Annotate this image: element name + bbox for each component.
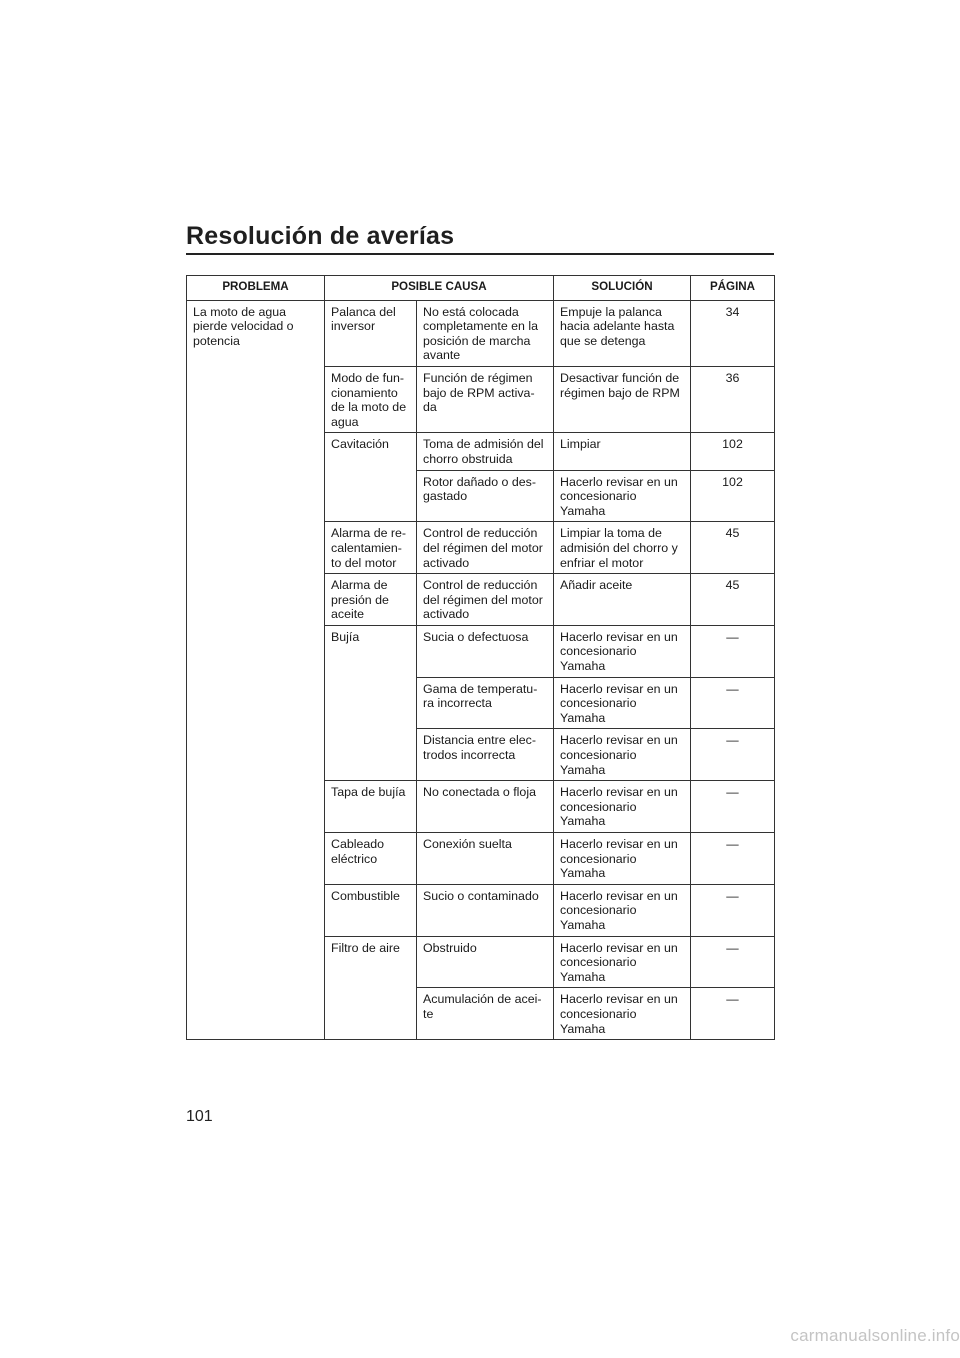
cause-category: Bujía bbox=[325, 625, 417, 780]
solution-cell: Hacerlo revisar en un concesionario Yamaha bbox=[554, 936, 691, 988]
solution-cell: Limpiar bbox=[554, 433, 691, 470]
troubleshooting-table bbox=[186, 275, 775, 1040]
solution-cell: Hacerlo revisar en un concesionario Yamaha bbox=[554, 884, 691, 936]
title-rule bbox=[186, 253, 774, 255]
cause-detail: Sucia o defectuosa bbox=[417, 625, 554, 677]
watermark: carmanualsonline.info bbox=[790, 1326, 960, 1345]
cause-detail: Acumulación de acei- te bbox=[417, 988, 554, 1040]
solution-cell: Hacerlo revisar en un concesionario Yamaha bbox=[554, 470, 691, 522]
solution-cell: Añadir aceite bbox=[554, 574, 691, 626]
table-row bbox=[187, 300, 775, 366]
cause-category: Alarma de re- calentamien- to del motor bbox=[325, 522, 417, 574]
header-page: PÁGINA bbox=[691, 276, 775, 301]
cause-detail: Control de reducción del régimen del motor activado bbox=[417, 574, 554, 626]
page-number: 101 bbox=[186, 1108, 213, 1125]
page-ref: — bbox=[691, 988, 775, 1040]
cause-detail: Rotor dañado o des- gastado bbox=[417, 470, 554, 522]
header-solution: SOLUCIÓN bbox=[554, 276, 691, 301]
cause-detail: Gama de temperatu- ra incorrecta bbox=[417, 677, 554, 729]
cause-category: Filtro de aire bbox=[325, 936, 417, 1040]
page-ref: — bbox=[691, 781, 775, 833]
page-ref: — bbox=[691, 729, 775, 781]
header-cause: POSIBLE CAUSA bbox=[325, 276, 554, 301]
problem-cell: La moto de agua pierde velocidad o potencia bbox=[187, 300, 325, 1040]
solution-cell: Hacerlo revisar en un concesionario Yamaha bbox=[554, 781, 691, 833]
page-ref: 102 bbox=[691, 433, 775, 470]
cause-detail: Toma de admisión del chorro obstruida bbox=[417, 433, 554, 470]
cause-category: Modo de fun- cionamiento de la moto de agua bbox=[325, 366, 417, 432]
cause-detail: Distancia entre elec- trodos incorrecta bbox=[417, 729, 554, 781]
cause-detail: No conectada o floja bbox=[417, 781, 554, 833]
page-ref: 102 bbox=[691, 470, 775, 522]
page-ref: — bbox=[691, 833, 775, 885]
cause-category: Cableado eléctrico bbox=[325, 833, 417, 885]
page-ref: 45 bbox=[691, 522, 775, 574]
solution-cell: Hacerlo revisar en un concesionario Yamaha bbox=[554, 677, 691, 729]
solution-cell: Desactivar función de régimen bajo de RPM bbox=[554, 366, 691, 432]
solution-cell: Hacerlo revisar en un concesionario Yamaha bbox=[554, 729, 691, 781]
solution-cell: Hacerlo revisar en un concesionario Yamaha bbox=[554, 833, 691, 885]
cause-detail: Conexión suelta bbox=[417, 833, 554, 885]
cause-detail: Obstruido bbox=[417, 936, 554, 988]
page-ref: 34 bbox=[691, 300, 775, 366]
cause-detail: Función de régimen bajo de RPM activa- da bbox=[417, 366, 554, 432]
page-title: Resolución de averías bbox=[186, 222, 455, 250]
cause-category: Palanca del inversor bbox=[325, 300, 417, 366]
page-ref: — bbox=[691, 884, 775, 936]
page-ref: — bbox=[691, 677, 775, 729]
page-ref: — bbox=[691, 625, 775, 677]
solution-cell: Hacerlo revisar en un concesionario Yamaha bbox=[554, 988, 691, 1040]
cause-category: Combustible bbox=[325, 884, 417, 936]
cause-detail: Control de reducción del régimen del motor activado bbox=[417, 522, 554, 574]
cause-detail: Sucio o contaminado bbox=[417, 884, 554, 936]
table-header-row bbox=[187, 276, 775, 301]
solution-cell: Empuje la palanca hacia adelante hasta que se detenga bbox=[554, 300, 691, 366]
page-ref: — bbox=[691, 936, 775, 988]
cause-category: Alarma de presión de aceite bbox=[325, 574, 417, 626]
solution-cell: Limpiar la toma de admisión del chorro y enfriar el motor bbox=[554, 522, 691, 574]
cause-category: Cavitación bbox=[325, 433, 417, 522]
page-ref: 36 bbox=[691, 366, 775, 432]
header-problem: PROBLEMA bbox=[187, 276, 325, 301]
cause-detail: No está colocada completamente en la posición de marcha avante bbox=[417, 300, 554, 366]
cause-category: Tapa de bujía bbox=[325, 781, 417, 833]
solution-cell: Hacerlo revisar en un concesionario Yamaha bbox=[554, 625, 691, 677]
page-ref: 45 bbox=[691, 574, 775, 626]
